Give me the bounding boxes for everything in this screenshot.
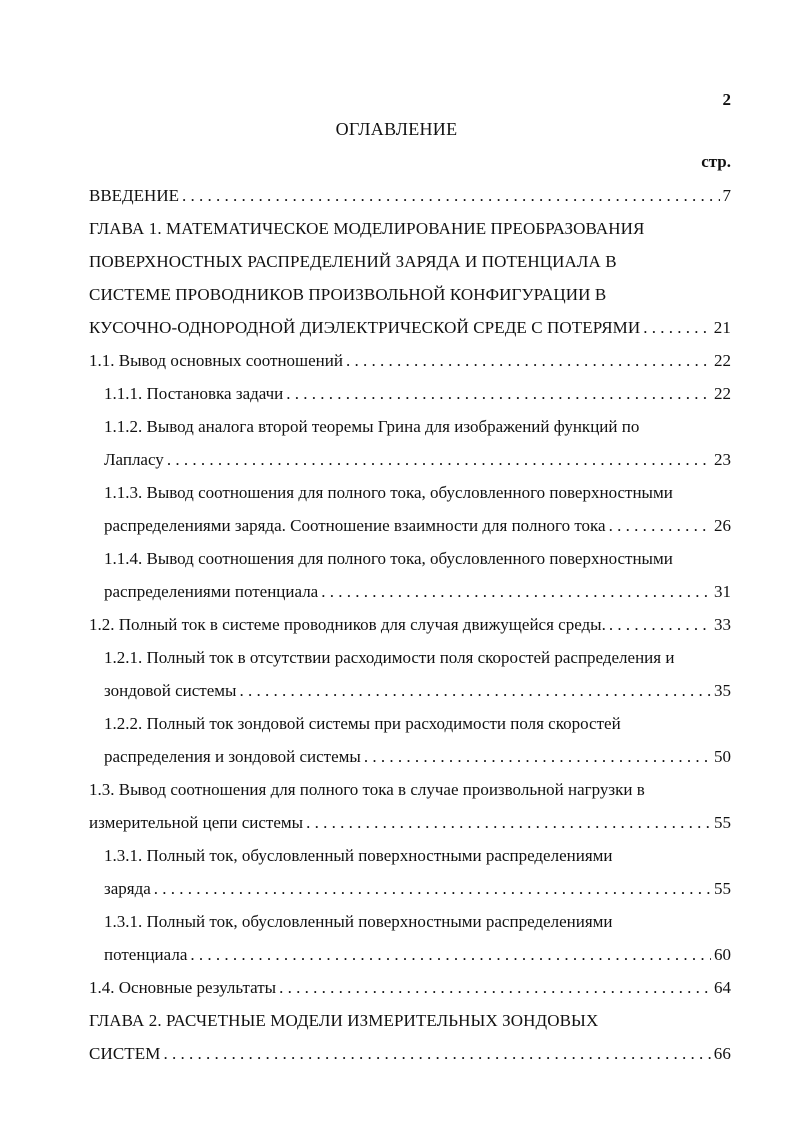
toc-leader-dots <box>306 809 711 837</box>
toc-entry-text: потенциала <box>104 945 188 964</box>
toc-entry-1-2-1[interactable] <box>104 644 731 672</box>
toc-entry-text: Лапласу <box>104 450 164 469</box>
toc-entry-text: 1.1.1. Постановка задачи <box>104 384 284 403</box>
toc-entry-1-2-2-end[interactable] <box>104 743 731 771</box>
toc-leader-dots <box>182 182 720 210</box>
toc-entry-chapter-1-cont <box>89 281 731 309</box>
toc-entry-1-3-end[interactable] <box>89 809 731 837</box>
toc-entry-text: ВВЕДЕНИЕ <box>89 186 179 205</box>
toc-entry-page: 33 <box>714 615 731 634</box>
toc-entry-page: 22 <box>714 384 731 403</box>
toc-entry-text: 1.2.1. Полный ток в отсутствии расходимости поля скоростей распределения и <box>104 648 675 667</box>
toc-leader-dots <box>239 677 711 705</box>
toc-entry-1-3-1b-end[interactable] <box>104 941 731 969</box>
toc-entry-text: СИСТЕМЕ ПРОВОДНИКОВ ПРОИЗВОЛЬНОЙ КОНФИГУРАЦИИ В <box>89 285 607 304</box>
toc-entry-page: 50 <box>714 747 731 766</box>
toc-entry-chapter-1[interactable] <box>89 215 731 243</box>
toc-leader-dots <box>190 941 711 969</box>
toc-entry-text: СИСТЕМ <box>89 1044 161 1063</box>
toc-entry-1-1-1[interactable] <box>104 380 731 408</box>
toc-entry-1-1-3[interactable] <box>104 479 731 507</box>
toc-entry-1-3-1-end[interactable] <box>104 875 731 903</box>
toc-leader-dots <box>346 347 711 375</box>
toc-entry-1-4[interactable] <box>89 974 731 1002</box>
toc-leader-dots <box>167 446 711 474</box>
toc-entry-1-3-1b[interactable] <box>104 908 731 936</box>
toc-entry-1-2[interactable] <box>89 611 731 639</box>
toc-leader-dots <box>154 875 711 903</box>
toc-entry-text: 1.2. Полный ток в системе проводников для случая движущейся среды. <box>89 615 606 634</box>
toc-entry-page: 21 <box>713 318 731 337</box>
toc-entry-chapter-2[interactable] <box>89 1007 731 1035</box>
toc-leader-dots <box>279 974 711 1002</box>
toc-entry-text: заряда <box>104 879 151 898</box>
page-column-label: стр. <box>701 152 731 171</box>
page-number: 2 <box>722 90 731 109</box>
toc-entry-1-1-2-end[interactable] <box>104 446 731 474</box>
toc-entry-text: распределения и зондовой системы <box>104 747 361 766</box>
toc-leader-dots <box>286 380 711 408</box>
toc-entry-introduction[interactable] <box>89 182 731 210</box>
toc-entry-1-2-1-end[interactable] <box>104 677 731 705</box>
toc-leader-dots <box>609 512 711 540</box>
toc-entry-page: 64 <box>714 978 731 997</box>
toc-entry-1-1[interactable] <box>89 347 731 375</box>
toc-entry-chapter-1-end[interactable] <box>89 314 731 342</box>
toc-entry-text: 1.1.4. Вывод соотношения для полного тока, обусловленного поверхностными <box>104 549 673 568</box>
toc-entry-text: распределениями потенциала <box>104 582 319 601</box>
toc-entry-page: 26 <box>714 516 731 535</box>
toc-entry-text: измерительной цепи системы <box>89 813 304 832</box>
toc-entry-text: ГЛАВА 2. РАСЧЕТНЫЕ МОДЕЛИ ИЗМЕРИТЕЛЬНЫХ ЗОНДОВЫХ <box>89 1011 599 1030</box>
toc-entry-page: 7 <box>722 186 731 205</box>
toc-entry-page: 23 <box>714 450 731 469</box>
toc-entry-text: 1.1. Вывод основных соотношений <box>89 351 343 370</box>
toc-entry-1-1-4[interactable] <box>104 545 731 573</box>
toc-leader-dots <box>643 314 711 342</box>
toc-entry-1-1-3-end[interactable] <box>104 512 731 540</box>
toc-entry-text: 1.4. Основные результаты <box>89 978 277 997</box>
toc-entry-text: 1.1.3. Вывод соотношения для полного тока, обусловленного поверхностными <box>104 483 673 502</box>
toc-entry-text: ПОВЕРХНОСТНЫХ РАСПРЕДЕЛЕНИЙ ЗАРЯДА И ПОТЕНЦИАЛА В <box>89 252 617 271</box>
toc-entry-text: распределениями заряда. Соотношение взаимности для полного тока <box>104 516 606 535</box>
toc-entry-page: 31 <box>714 582 731 601</box>
toc-entry-1-1-2[interactable] <box>104 413 731 441</box>
toc-entry-page: 60 <box>714 945 731 964</box>
toc-entry-page: 55 <box>714 813 731 832</box>
toc-entry-1-3[interactable] <box>89 776 731 804</box>
toc-entry-page: 55 <box>714 879 731 898</box>
toc-leader-dots <box>364 743 711 771</box>
toc-entry-text: зондовой системы <box>104 681 237 700</box>
toc-entry-text: ГЛАВА 1. МАТЕМАТИЧЕСКОЕ МОДЕЛИРОВАНИЕ ПРЕОБРАЗОВАНИЯ <box>89 219 645 238</box>
toc-entry-text: КУСОЧНО-ОДНОРОДНОЙ ДИЭЛЕКТРИЧЕСКОЙ СРЕДЕ С ПОТЕРЯМИ <box>89 318 641 337</box>
toc-entry-1-2-2[interactable] <box>104 710 731 738</box>
toc-entry-text: 1.2.2. Полный ток зондовой системы при расходимости поля скоростей <box>104 714 621 733</box>
toc-entry-text: 1.1.2. Вывод аналога второй теоремы Грина для изображений функций по <box>104 417 640 436</box>
toc-entry-page: 35 <box>714 681 731 700</box>
toc-entry-chapter-1-cont <box>89 248 731 276</box>
toc-leader-dots <box>163 1040 710 1068</box>
toc-entry-1-1-4-end[interactable] <box>104 578 731 606</box>
page-title: ОГЛАВЛЕНИЕ <box>335 119 458 139</box>
toc-entry-text: 1.3.1. Полный ток, обусловленный поверхностными распределениями <box>104 846 613 865</box>
toc-entry-text: 1.3. Вывод соотношения для полного тока в случае произвольной нагрузки в <box>89 780 645 799</box>
toc-leader-dots <box>321 578 711 606</box>
toc-entry-chapter-2-end[interactable] <box>89 1040 731 1068</box>
toc-entry-page: 66 <box>713 1044 731 1063</box>
toc-entry-1-3-1[interactable] <box>104 842 731 870</box>
toc-leader-dots <box>609 611 711 639</box>
toc-entry-text: 1.3.1. Полный ток, обусловленный поверхностными распределениями <box>104 912 613 931</box>
toc-entry-page: 22 <box>714 351 731 370</box>
